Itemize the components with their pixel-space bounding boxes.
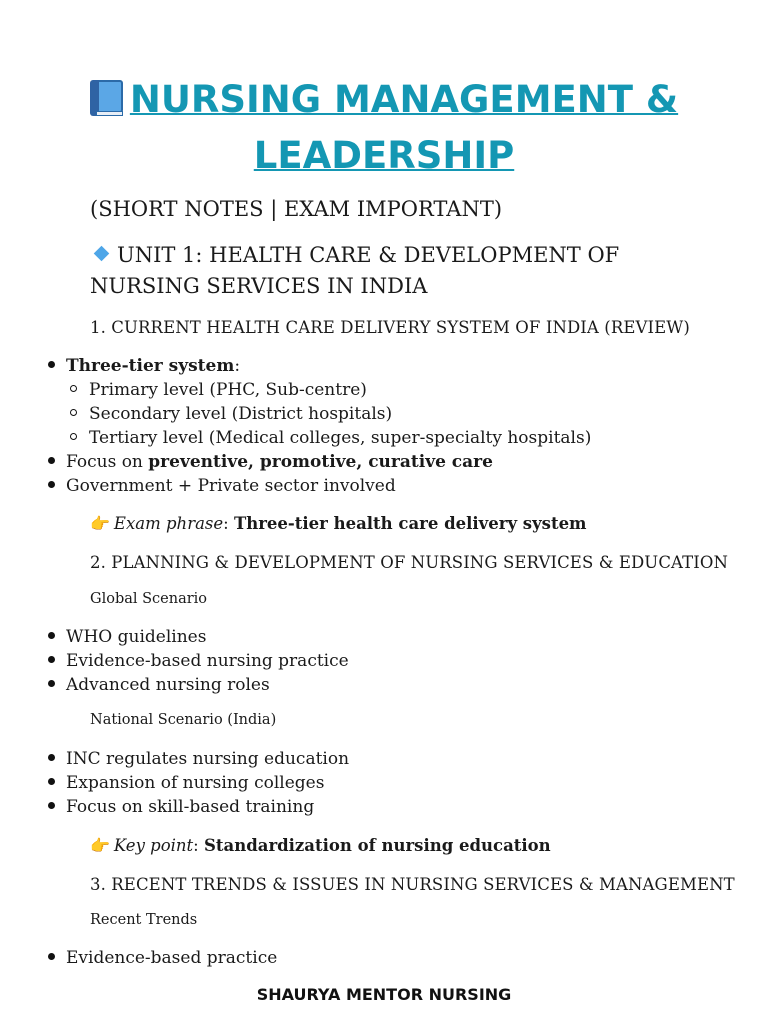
list-item: [48, 797, 314, 817]
diamond-icon: [94, 246, 110, 262]
bullet-text: Focus on skill-based training: [66, 797, 315, 817]
section-2-heading: 2. PLANNING & DEVELOPMENT OF NURSING SERVICES & EDUCATION: [90, 553, 729, 572]
list-item: [48, 452, 493, 472]
note-bold: Three-tier health care delivery system: [233, 514, 587, 533]
bullet-bold: Three-tier system: [66, 356, 235, 376]
bullet-text: Expansion of nursing colleges: [66, 773, 325, 793]
note-label: Exam phrase: [113, 514, 224, 533]
section-1-heading: 1. CURRENT HEALTH CARE DELIVERY SYSTEM OF INDIA (REVIEW): [90, 318, 690, 337]
bullet-text: Advanced nursing roles: [66, 675, 270, 695]
sub-list-item: [70, 428, 591, 448]
national-scenario-heading: National Scenario (India): [90, 712, 277, 728]
unit-heading-text: UNIT 1: HEALTH CARE & DEVELOPMENT OF NURSING SERVICES IN INDIA: [90, 243, 620, 298]
note-label: Key point: [113, 836, 194, 855]
list-item: [48, 651, 349, 671]
pointing-hand-icon: 👉: [90, 514, 110, 533]
list-item: [48, 948, 277, 968]
footer-brand: SHAURYA MENTOR NURSING: [256, 985, 512, 1004]
sub-list-item: [70, 404, 392, 424]
title-line-1: NURSING MANAGEMENT &: [129, 78, 679, 121]
list-item: [48, 675, 270, 695]
exam-phrase-note: [90, 514, 587, 533]
sub-list-item: [70, 380, 367, 400]
sub-item-text: Primary level (PHC, Sub-centre): [89, 380, 367, 400]
page-title: [0, 72, 768, 184]
book-icon: [90, 80, 124, 116]
bullet-text: INC regulates nursing education: [66, 749, 350, 769]
list-item: [48, 476, 396, 496]
list-item: [48, 749, 349, 769]
key-point-note: [90, 836, 551, 855]
sub-item-text: Secondary level (District hospitals): [89, 404, 393, 424]
bullet-text: Focus on: [66, 452, 149, 472]
list-item: [48, 627, 206, 647]
note-bold: Standardization of nursing education: [203, 836, 551, 855]
global-scenario-heading: Global Scenario: [90, 591, 208, 607]
bullet-bold: preventive, promotive, curative care: [148, 452, 493, 472]
note-separator: :: [193, 836, 204, 855]
note-separator: :: [223, 514, 234, 533]
bullet-text: Evidence-based nursing practice: [66, 651, 349, 671]
recent-trends-heading: Recent Trends: [90, 912, 198, 928]
bullet-text: Government + Private sector involved: [66, 476, 396, 496]
title-line-2: LEADERSHIP: [253, 134, 515, 177]
bullet-text: Evidence-based practice: [66, 948, 278, 968]
section-3-heading: 3. RECENT TRENDS & ISSUES IN NURSING SERVICES & MANAGEMENT: [90, 875, 735, 894]
unit-heading: [90, 240, 730, 302]
list-item: [48, 356, 240, 376]
sub-item-text: Tertiary level (Medical colleges, super-specialty hospitals): [89, 428, 592, 448]
pointing-hand-icon: 👉: [90, 836, 110, 855]
list-item: [48, 773, 324, 793]
bullet-text: :: [234, 356, 241, 376]
bullet-text: WHO guidelines: [66, 627, 207, 647]
subtitle: (SHORT NOTES | EXAM IMPORTANT): [90, 197, 503, 221]
